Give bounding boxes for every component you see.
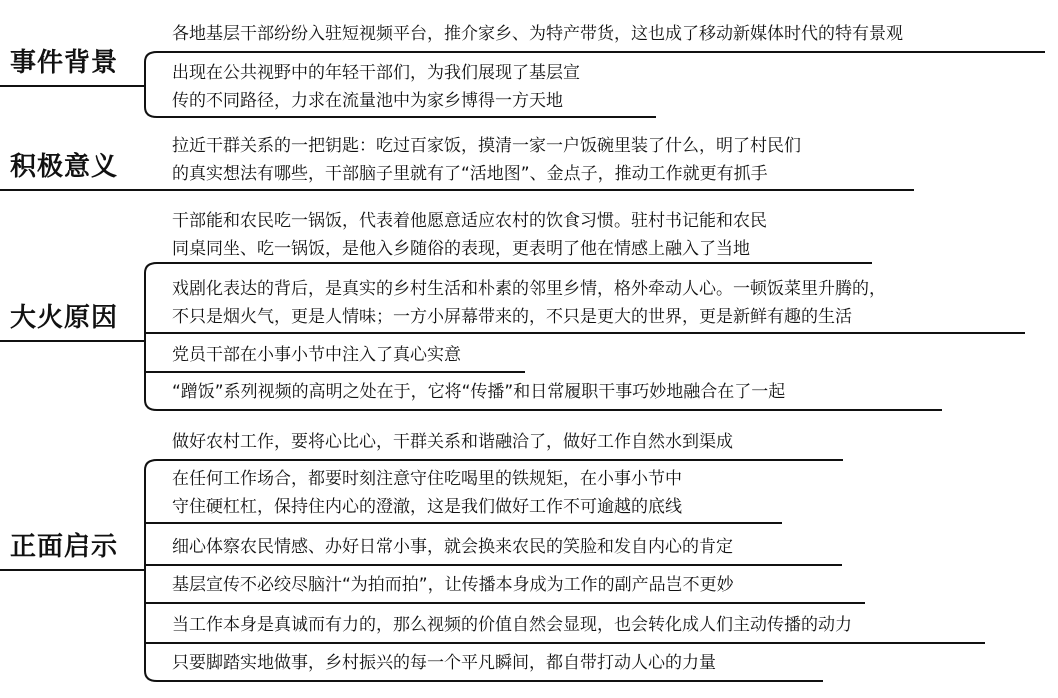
bracket-curve [145,570,157,681]
bracket-curve [145,460,157,570]
item-text: 党员干部在小事小节中注入了真心实意 [172,345,461,365]
bracket-curve [145,263,157,341]
item-text: 各地基层干部纷纷入驻短视频平台，推介家乡、为特产带货，这也成了移动新媒体时代的特有景观 [172,24,903,44]
bracket-curve [145,86,157,117]
topic-positive-enlightenment: 正面启示 [10,532,119,562]
item-text: 干部能和农民吃一锅饭，代表着他愿意适应农村的饮食习惯。驻村书记能和农民 同桌同坐、吃一锅饭，是他入乡随俗的表现，更表明了他在情感上融入了当地 [172,211,767,259]
topic-positive-significance: 积极意义 [10,152,119,182]
item-text: 出现在公共视野中的年轻干部们，为我们展现了基层宣 传的不同路径，力求在流量池中为家乡博得一方天地 [172,63,580,111]
item-text: 戏剧化表达的背后，是真实的乡村生活和朴素的邻里乡情，格外牵动人心。一顿饭菜里升腾的， 不只是烟火气，更是人情味；一方小屏幕带来的，不只是更大的世界，更是新鲜有趣的生活 [172,279,886,327]
item-text: 细心体察农民情感、办好日常小事，就会换来农民的笑脸和发自内心的肯定 [172,537,733,557]
item-text: 在任何工作场合，都要时刻注意守住吃喝里的铁规矩，在小事小节中 守住硬杠杠，保持住内心的澄澈，这是我们做好工作不可逾越的底线 [172,469,682,517]
bracket-curve [145,341,157,410]
bracket-curve [145,52,157,86]
item-text: 拉近干群关系的一把钥匙：吃过百家饭，摸清一家一户饭碗里装了什么，明了村民们 的真实想法有哪些，干部脑子里就有了“活地图”、金点子，推动工作就更有抓手 [172,136,801,184]
item-text: 基层宣传不必绞尽脑汁“为拍而拍”，让传播本身成为工作的副产品岂不更妙 [172,575,734,595]
topic-popularity-reasons: 大火原因 [10,303,119,333]
item-text: 只要脚踏实地做事，乡村振兴的每一个平凡瞬间，都自带打动人心的力量 [172,653,716,673]
item-text: 当工作本身是真诚而有力的，那么视频的价值自然会显现，也会转化成人们主动传播的动力 [172,615,852,635]
item-text: “蹭饭”系列视频的高明之处在于，它将“传播”和日常履职干事巧妙地融合在了一起 [172,382,786,402]
item-text: 做好农村工作，要将心比心，干群关系和谐融洽了，做好工作自然水到渠成 [172,432,733,452]
topic-event-background: 事件背景 [10,48,119,78]
